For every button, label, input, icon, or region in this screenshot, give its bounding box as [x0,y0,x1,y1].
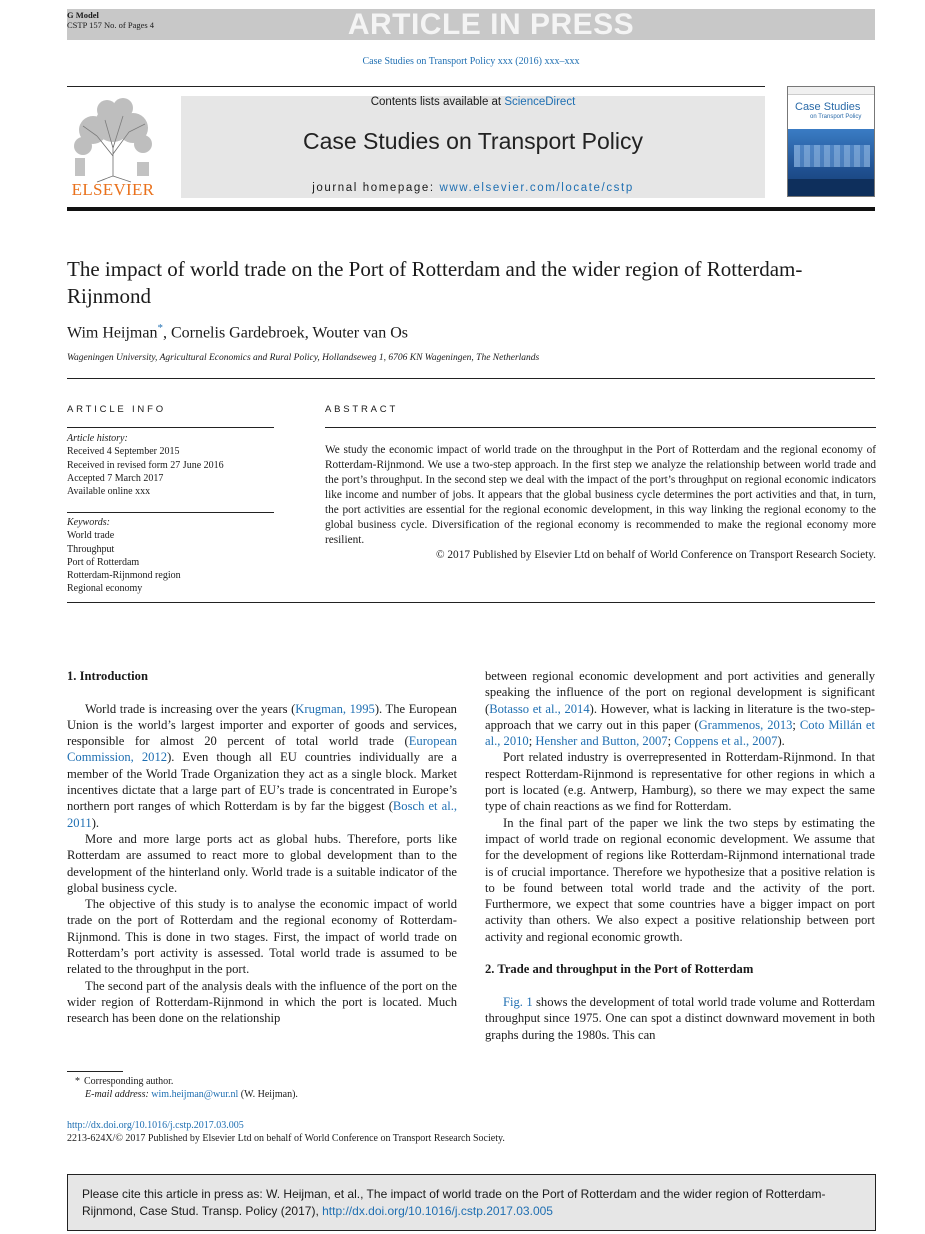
history-revised: Received in revised form 27 June 2016 [67,459,224,471]
text-run: shows the development of total world trade volume and Rotterdam throughput since 1975. One can spot a distinct downward movement in both graphs during the 1980s. This can [485,994,875,1042]
contents-prefix: Contents lists available at [370,96,505,108]
section-heading-introduction: 1. Introduction [67,669,148,683]
homepage-prefix: journal homepage: [312,182,440,194]
header-thick-rule [67,207,875,211]
journal-title: Case Studies on Transport Policy [302,128,644,154]
ref-link[interactable]: Bosch et al., 2011 [67,799,457,830]
body-column-left [67,668,457,1027]
text-run: ). The European Union is the world’s largest importer and exporter of goods and services, responsible for almost 20 percent of total world trade ( [67,701,457,749]
doi-block [67,1119,505,1146]
spacer [485,945,875,961]
contents-line [181,96,765,108]
footnote-corresponding [75,1075,298,1088]
article-in-press-label: ARTICLE IN PRESS [347,8,635,41]
abstract-copyright: © 2017 Published by Elsevier Ltd on behalf of World Conference on Transport Research Society. [435,548,876,561]
abstract-heading: ABSTRACT [325,404,399,415]
paragraph [485,668,875,749]
footnote [67,1075,298,1102]
paragraph: In the final part of the paper we link the two steps by estimating the impact of world trade on regional economic development. We assume that for the development of regions like Rotterdam-Rijnmond international trade is of crucial importance. Therefore we hypothesize that a positive relation is to be found between total world trade and the activity of the port. Furthermore, we expect that some countries have a bigger impact on port activity than others. We also expect a positive relationship between port activity and regional economic growth. [485,815,875,944]
history-label: Article history: [67,433,128,444]
article-info-heading: ARTICLE INFO [67,404,166,415]
abstract-body [325,443,876,563]
ref-link[interactable]: Botasso et al., 2014 [489,701,590,716]
ref-link[interactable]: Grammenos, 2013 [698,717,793,732]
affiliation: Wageningen University, Agricultural Economics and Rural Policy, Hollandseweg 1, 6706 KN Wageningen, The Netherlands [67,353,540,363]
keyword-item: Regional economy [67,583,143,595]
abstract-rule-bottom [67,602,875,603]
journal-homepage [181,182,765,194]
g-model-label: G Model [67,10,99,20]
article-history [67,432,224,498]
paragraph: More and more large ports act as global hubs. Therefore, ports like Rotterdam are assumed to react more to global development than to the development of the hinterland only. World trade is a suitable indicator of the global business cycle. [67,831,457,895]
abstract-text: We study the economic impact of world trade on the throughput in the Port of Rotterdam and the regional economy of Rotterdam-Rijnmond. We use a two-step approach. In the first step we analyze the relationship between world trade and the port’s throughput. In the second step we deal with the impact of the port’s throughput on regional economic indicators like income and number of jobs. It appears that the global business cycle determines the port activities and that, in turn, the port activities are essential for the regional economic development, in this way linking the regional economy to the global business cycle. Diversification of the regional economy is recommended to make the regional economy more resilient. [325,444,876,546]
email-label: E-mail address: [85,1089,149,1101]
text-run: ). However, what is lacking in literature is the two-step-approach that we carry out in this paper ( [485,701,875,732]
cite-text: Please cite this article in press as: W. Heijman, et al., The impact of world trade on the Port of Rotterdam and the wider region of Rotterdam-Rijnmond, Case Stud. Transp. Policy (2017), [82,1187,826,1218]
keyword-item: Port of Rotterdam [67,556,140,568]
keywords-label: Keywords: [67,517,110,528]
text-run: ; [528,734,536,749]
email-suffix: (W. Heijman). [238,1089,298,1101]
history-received: Received 4 September 2015 [67,446,180,458]
cover-image-base [788,179,875,197]
article-title: The impact of world trade on the Port of Rotterdam and the wider region of Rotterdam-Rijnmond [67,257,803,308]
footnote-rule [67,1071,123,1072]
footnote-mark: * [75,1076,80,1087]
cover-image-band [794,145,870,167]
paragraph [67,701,457,831]
ref-link[interactable]: Krugman, 1995 [295,701,375,716]
cover-top-strip [788,87,874,95]
cover-image [788,129,875,197]
doi-link[interactable]: http://dx.doi.org/10.1016/j.cstp.2017.03.005 [67,1120,244,1131]
elsevier-wordmark: ELSEVIER [71,180,155,199]
footnote-text: Corresponding author. [84,1076,174,1087]
cover-title-1: Case Studies [795,101,861,113]
ref-link[interactable]: Coppens et al., 2007 [674,734,778,749]
header-rule [67,86,765,87]
abstract-rule-top [325,427,876,428]
text-run: World trade is increasing over the years ( [85,701,296,716]
homepage-link[interactable]: www.elsevier.com/locate/cstp [439,182,634,194]
paragraph: Port related industry is overrepresented in Rotterdam-Rijnmond. In that respect Rotterdam-Rijnmond is representative for other regions in which a port is located (e.g. Antwerp, Hamburg), so there we may expect the same type of chain reactions as we find for Rotterdam. [485,750,875,814]
other-authors: , Cornelis Gardebroek, Wouter van Os [162,324,408,342]
paragraph: The objective of this study is to analyse the economic impact of world trade on the port of Rotterdam and the regional economy of Rotterdam-Rijnmond. This is done in two stages. First, the impact of world trade on Rotterdam’s port activity is assessed. Total world trade is assumed to be related to the throughput in the port. [67,897,457,977]
author-list [67,322,408,342]
text-run: ; [792,717,800,732]
text-run: ). [777,734,785,749]
text-run: between regional economic development and port activities and generally speaking the influence of the port on regional development is significant ( [485,669,875,716]
keyword-item: Rotterdam-Rijnmond region [67,570,181,582]
section-heading-trade: 2. Trade and throughput in the Port of Rotterdam [485,962,754,977]
ref-link[interactable]: Coto Millán et al., 2010 [485,717,875,749]
corresponding-mark[interactable]: * [157,322,163,334]
footnote-email [75,1088,298,1101]
text-run: ; [667,734,675,749]
history-accepted: Accepted 7 March 2017 [67,472,164,484]
keyword-item: World trade [67,530,115,542]
journal-citation[interactable]: Case Studies on Transport Policy xxx (2016) xxx–xxx [362,56,580,67]
issn-copyright: 2213-624X/© 2017 Published by Elsevier Ltd on behalf of World Conference on Transport Research Society. [67,1133,505,1145]
paragraph [485,994,875,1043]
cite-this-article-box [67,1174,876,1231]
title-rule [67,378,875,379]
keywords [67,516,181,596]
ref-link[interactable]: Hensher and Button, 2007 [535,734,668,749]
cover-title-2: on Transport Policy [810,114,862,120]
spacer [485,978,875,994]
keyword-item: Throughput [67,543,115,555]
figure-link[interactable]: Fig. 1 [503,994,533,1009]
cite-doi-link[interactable]: http://dx.doi.org/10.1016/j.cstp.2017.03.005 [322,1203,553,1218]
info-rule-top [67,427,274,428]
history-online: Available online xxx [67,486,151,498]
info-rule-middle [67,512,274,513]
body-column-right [485,668,875,1043]
author-heijman[interactable]: Wim Heijman [67,324,158,342]
email-link[interactable]: wim.heijman@wur.nl [151,1089,239,1101]
sciencedirect-link[interactable]: ScienceDirect [504,96,576,108]
pages-info: CSTP 157 No. of Pages 4 [67,20,155,30]
ref-link[interactable]: European Commission, 2012 [67,734,457,765]
text-run: ). [91,815,100,830]
text-run: ). Even though all EU countries individually are a member of the World Trade Organization they act as a single block. Market incentives dictate that a large part of EU’s trade is concentrated in Europe’s northern port ranges of which Rotterdam is by far the biggest ( [67,750,457,814]
manuscript-info [67,10,154,30]
journal-cover-thumbnail[interactable] [787,86,875,197]
paragraph: The second part of the analysis deals with the influence of the port on the wider region of Rotterdam-Rijnmond in which the port is located. Much research has been done on the relationship [67,978,457,1026]
